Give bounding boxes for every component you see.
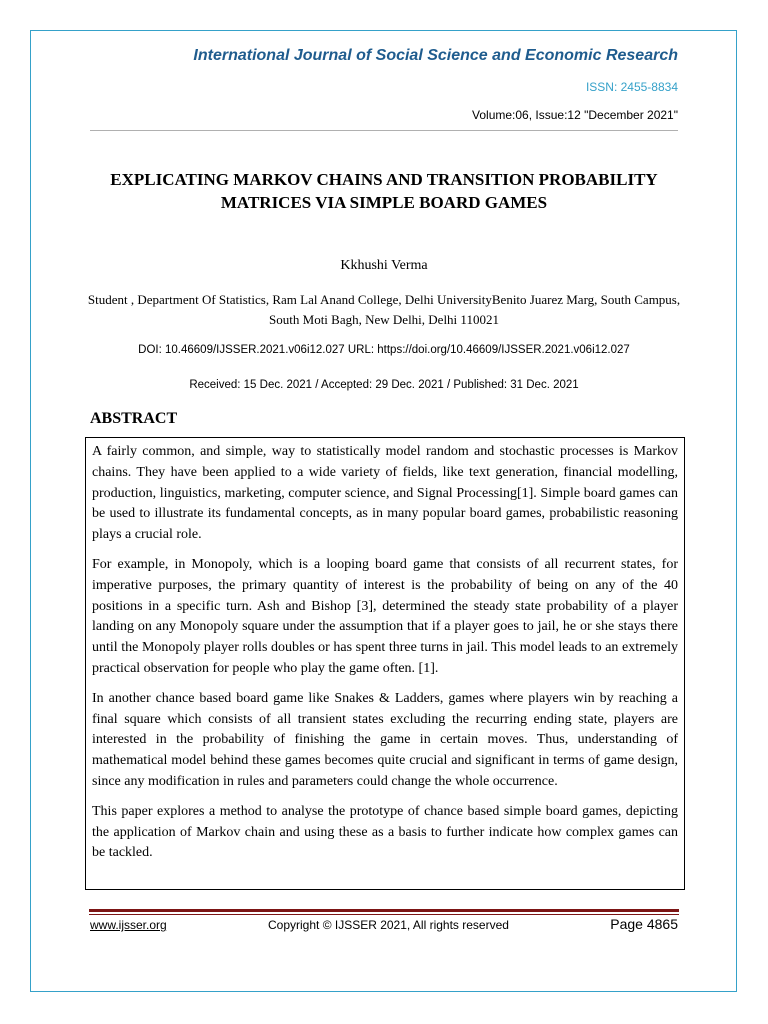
abstract-paragraph-4: This paper explores a method to analyse the prototype of chance based simple board games, depicting the application of Markov chain and using these as a basis to further indicate how complex games can be tackled. xyxy=(92,803,678,861)
footer-rule-thin xyxy=(89,914,679,915)
paper-title-line-2: MATRICES VIA SIMPLE BOARD GAMES xyxy=(220,193,548,212)
paper-title xyxy=(70,168,698,214)
abstract-paragraph-1: A fairly common, and simple, way to statistically model random and stochastic processes is Markov chains. They have been applied to a wide variety of fields, like text generation, financial modelling, production, linguistics, marketing, computer science, and Signal Processing[1]. Simple board games can be used to illustrate its fundamental concepts, as in many popular board games, probabilistic reasoning plays a crucial role. xyxy=(92,444,678,543)
doi-url: DOI: 10.46609/IJSSER.2021.v06i12.027 URL: https://doi.org/10.46609/IJSSER.2021.v06i12.027 xyxy=(138,344,630,356)
header-rule xyxy=(90,130,678,131)
abstract-heading: ABSTRACT xyxy=(90,410,178,427)
volume-issue: Volume:06, Issue:12 "December 2021" xyxy=(472,108,678,122)
abstract-box xyxy=(85,437,685,890)
author-affiliation: Student , Department Of Statistics, Ram Lal Anand College, Delhi UniversityBenito Juarez Marg, South Campus, South Moti Bagh, New Delhi, Delhi 110021 xyxy=(87,292,681,327)
abstract-paragraph-3: In another chance based board game like Snakes & Ladders, games where players win by reaching a final square which consists of all transient states excluding the recurring ending state, players are interested in the probability of finishing the game in certain moves. Thus, understanding of mathematical model behind these games becomes quite crucial and significant in terms of game design, since any modification in rules and parameters could change the whole occurrence. xyxy=(92,690,678,789)
journal-title: International Journal of Social Science and Economic Research xyxy=(193,47,678,64)
publication-dates: Received: 15 Dec. 2021 / Accepted: 29 Dec. 2021 / Published: 31 Dec. 2021 xyxy=(189,379,579,391)
footer-site-link[interactable]: www.ijsser.org xyxy=(90,918,167,932)
paper-title-line-1: EXPLICATING MARKOV CHAINS AND TRANSITION PROBABILITY xyxy=(110,170,658,189)
footer-copyright: Copyright © IJSSER 2021, All rights reserved xyxy=(268,918,509,932)
issn: ISSN: 2455-8834 xyxy=(585,80,678,94)
footer-page-number: Page 4865 xyxy=(610,916,678,932)
abstract-paragraph-2: For example, in Monopoly, which is a looping board game that consists of all recurrent states, for imperative purposes, the primary quantity of interest is the probability of being on any of the 40 positions in a specific turn. Ash and Bishop [3], determined the steady state probability of a player landing on any Monopoly square under the assumption that if a player goes to jail, he or she stays there until the Monopoly player rolls doubles or has spent three turns in jail. This model leads to an extremely practical observation for people who play the game often. [1]. xyxy=(92,556,678,676)
footer-rule-thick xyxy=(89,909,679,912)
author-name: Kkhushi Verma xyxy=(340,258,428,273)
